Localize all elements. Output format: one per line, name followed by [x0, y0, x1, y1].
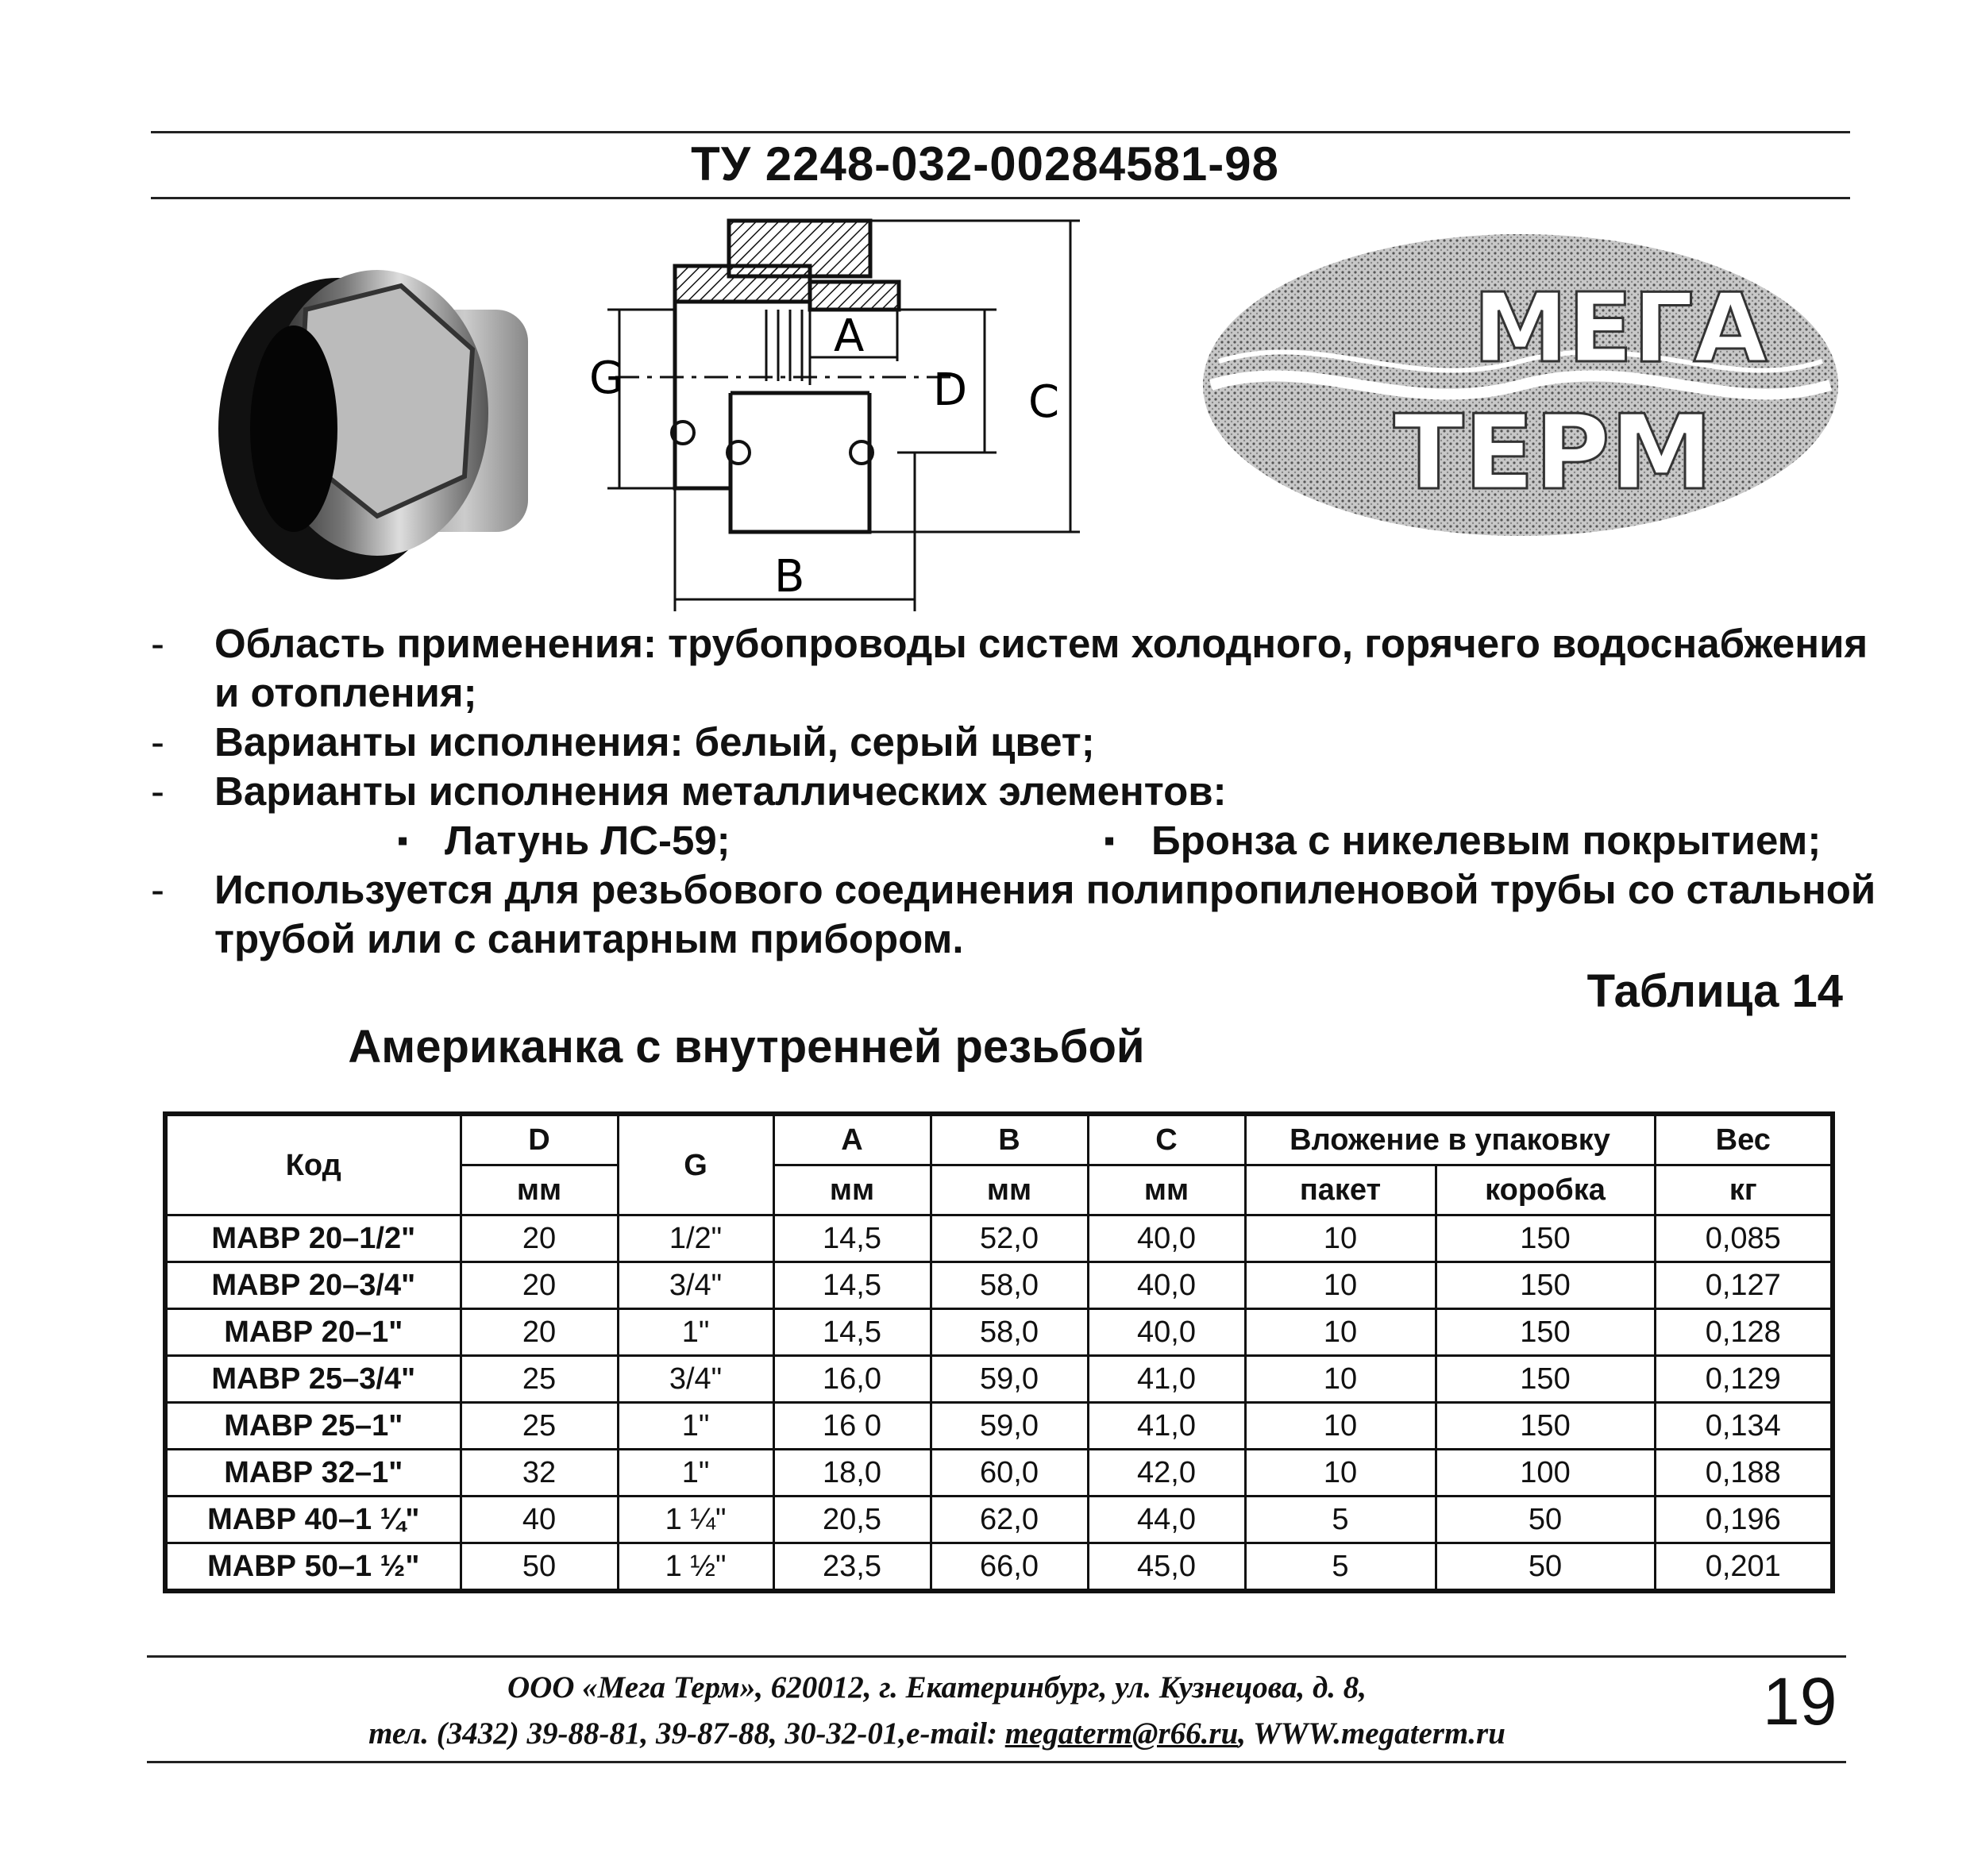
table-cell: 1" [618, 1403, 773, 1450]
footer-top-rule [147, 1655, 1846, 1658]
table-cell: 1 ¼" [618, 1497, 773, 1543]
table-cell: 25 [461, 1356, 618, 1403]
product-code-cell: МАВР 20–1" [165, 1309, 461, 1356]
sub-list-item-text: Бронза с никелевым покрытием; [1151, 818, 1822, 863]
col-header-b: B [931, 1114, 1088, 1165]
table-cell: 52,0 [931, 1215, 1088, 1262]
unit-d: мм [461, 1165, 618, 1215]
table-cell: 41,0 [1088, 1403, 1245, 1450]
col-header-c: C [1088, 1114, 1245, 1165]
sub-list-item [1104, 816, 1821, 865]
footer-address: ООО «Мега Терм», 620012, г. Екатеринбург, ул. Кузнецова, д. 8, [507, 1670, 1367, 1705]
table-cell: 10 [1245, 1356, 1436, 1403]
col-header-code: Код [165, 1114, 461, 1215]
col-header-a: A [773, 1114, 931, 1165]
table-cell: 18,0 [773, 1450, 931, 1497]
table-cell: 45,0 [1088, 1543, 1245, 1592]
table-cell: 16,0 [773, 1356, 931, 1403]
table-number: Таблица 14 [1586, 965, 1843, 1017]
fitting-photo [218, 254, 544, 595]
col-header-d: D [461, 1114, 618, 1165]
table-cell: 25 [461, 1403, 618, 1450]
table-cell: 0,127 [1655, 1262, 1833, 1309]
list-item-text: Используется для резьбового соединения полипропиленовой трубы со стальной трубой или с санитарным прибором. [214, 867, 1876, 961]
sub-list-item [397, 816, 1104, 865]
table-cell: 150 [1436, 1356, 1655, 1403]
table-cell: 0,128 [1655, 1309, 1833, 1356]
top-rule [151, 131, 1850, 133]
dash-marker: - [151, 867, 164, 912]
col-header-packaging: Вложение в упаковку [1245, 1114, 1655, 1165]
label-c: C [1028, 376, 1060, 428]
list-item [151, 767, 1898, 816]
table-cell: 42,0 [1088, 1450, 1245, 1497]
col-header-g: G [618, 1114, 773, 1215]
page-number: 19 [1763, 1664, 1837, 1739]
table-cell: 20 [461, 1262, 618, 1309]
table-row [165, 1356, 1833, 1403]
table-cell: 16 0 [773, 1403, 931, 1450]
table-row [165, 1309, 1833, 1356]
dash-marker: - [151, 719, 164, 765]
table-body [165, 1215, 1833, 1592]
footer-bottom-rule [147, 1761, 1846, 1763]
square-bullet-icon: ▪ [1104, 823, 1116, 858]
table-cell: 150 [1436, 1309, 1655, 1356]
footer-contacts-line [302, 1711, 1572, 1757]
col-header-weight: Вес [1655, 1114, 1833, 1165]
table-cell: 0,134 [1655, 1403, 1833, 1450]
list-item-text: Варианты исполнения: белый, серый цвет; [214, 719, 1095, 765]
col-header-packet: пакет [1245, 1165, 1436, 1215]
product-code-cell: МАВР 40–1 ¼" [165, 1497, 461, 1543]
table-cell: 62,0 [931, 1497, 1088, 1543]
figures-row [0, 214, 1970, 619]
list-item [151, 619, 1898, 718]
footer-phones: тел. (3432) 39-88-81, 39-87-88, 30-32-01,e-mail: [368, 1716, 1005, 1751]
table-cell: 50 [1436, 1497, 1655, 1543]
product-code-cell: МАВР 25–3/4" [165, 1356, 461, 1403]
product-code-cell: МАВР 25–1" [165, 1403, 461, 1450]
square-bullet-icon: ▪ [397, 823, 409, 858]
title-underline [151, 197, 1850, 199]
table-cell: 10 [1245, 1450, 1436, 1497]
list-item-text: Область применения: трубопроводы систем холодного, горячего водоснабжения и отопления; [214, 621, 1868, 715]
label-g: G [589, 352, 624, 404]
product-code-cell: МАВР 50–1 ½" [165, 1543, 461, 1592]
table-cell: 23,5 [773, 1543, 931, 1592]
table-cell: 14,5 [773, 1309, 931, 1356]
table-cell: 150 [1436, 1215, 1655, 1262]
label-b: B [774, 551, 805, 603]
megaterm-logo [1195, 226, 1846, 544]
table-cell: 20,5 [773, 1497, 931, 1543]
table-cell: 0,129 [1655, 1356, 1833, 1403]
table-cell: 100 [1436, 1450, 1655, 1497]
table-cell: 40,0 [1088, 1309, 1245, 1356]
table-cell: 58,0 [931, 1309, 1088, 1356]
table-cell: 41,0 [1088, 1356, 1245, 1403]
spec-table [163, 1111, 1835, 1593]
footer-contact [302, 1665, 1572, 1757]
header-row [165, 1114, 1833, 1165]
table-cell: 40 [461, 1497, 618, 1543]
table-cell: 5 [1245, 1497, 1436, 1543]
table-cell: 32 [461, 1450, 618, 1497]
logo-text-term: ТЕРМ [1394, 392, 1714, 513]
table-cell: 50 [1436, 1543, 1655, 1592]
table-cell: 60,0 [931, 1450, 1088, 1497]
label-a: A [834, 310, 865, 362]
insert-section [675, 266, 810, 302]
table-cell: 150 [1436, 1403, 1655, 1450]
table-row [165, 1450, 1833, 1497]
table-row [165, 1215, 1833, 1262]
table-cell: 3/4" [618, 1262, 773, 1309]
socket-outline [731, 393, 869, 532]
feature-list [151, 619, 1898, 964]
body-outline [675, 302, 731, 488]
list-item [151, 865, 1898, 964]
unit-a: мм [773, 1165, 931, 1215]
table-cell: 0,201 [1655, 1543, 1833, 1592]
logo-text-mega: МЕГА [1473, 274, 1768, 384]
table-cell: 44,0 [1088, 1497, 1245, 1543]
table-cell: 1" [618, 1450, 773, 1497]
bore-shape [250, 326, 337, 532]
table-cell: 10 [1245, 1215, 1436, 1262]
table-cell: 14,5 [773, 1262, 931, 1309]
table-cell: 5 [1245, 1543, 1436, 1592]
table-cell: 66,0 [931, 1543, 1088, 1592]
dash-marker: - [151, 621, 164, 666]
dash-marker: - [151, 769, 164, 814]
table-cell: 3/4" [618, 1356, 773, 1403]
table-cell: 1/2" [618, 1215, 773, 1262]
table-cell: 14,5 [773, 1215, 931, 1262]
unit-b: мм [931, 1165, 1088, 1215]
table-cell: 20 [461, 1215, 618, 1262]
table-cell: 40,0 [1088, 1262, 1245, 1309]
table-cell: 150 [1436, 1262, 1655, 1309]
table-cell: 10 [1245, 1403, 1436, 1450]
table-cell: 0,188 [1655, 1450, 1833, 1497]
table-cell: 59,0 [931, 1403, 1088, 1450]
product-code-cell: МАВР 20–3/4" [165, 1262, 461, 1309]
table-row [165, 1262, 1833, 1309]
sub-list-item-text: Латунь ЛС-59; [445, 818, 731, 863]
table-title: Американка с внутренней резьбой [348, 1021, 1145, 1073]
table-cell: 0,085 [1655, 1215, 1833, 1262]
document-title: ТУ 2248-032-00284581-98 [691, 137, 1279, 191]
table-cell: 1" [618, 1309, 773, 1356]
seal-section [810, 282, 899, 310]
table-cell: 10 [1245, 1262, 1436, 1309]
list-item [151, 718, 1898, 767]
list-item-text: Варианты исполнения металлических элементов: [214, 769, 1227, 814]
technical-drawing [572, 214, 1096, 611]
table-row [165, 1543, 1833, 1592]
label-d: D [933, 364, 968, 416]
table-cell: 40,0 [1088, 1215, 1245, 1262]
material-options [151, 816, 1898, 865]
table-cell: 58,0 [931, 1262, 1088, 1309]
col-header-box: коробка [1436, 1165, 1655, 1215]
table-cell: 59,0 [931, 1356, 1088, 1403]
table-row [165, 1497, 1833, 1543]
product-code-cell: МАВР 20–1/2" [165, 1215, 461, 1262]
product-code-cell: МАВР 32–1" [165, 1450, 461, 1497]
table-cell: 20 [461, 1309, 618, 1356]
table-cell: 1 ½" [618, 1543, 773, 1592]
table-cell: 50 [461, 1543, 618, 1592]
unit-c: мм [1088, 1165, 1245, 1215]
table-cell: 0,196 [1655, 1497, 1833, 1543]
table-row [165, 1403, 1833, 1450]
table-cell: 10 [1245, 1309, 1436, 1356]
footer-website[interactable]: , WWW.megaterm.ru [1238, 1716, 1505, 1751]
unit-weight: кг [1655, 1165, 1833, 1215]
footer-email-link[interactable]: megaterm@r66.ru [1004, 1716, 1239, 1751]
